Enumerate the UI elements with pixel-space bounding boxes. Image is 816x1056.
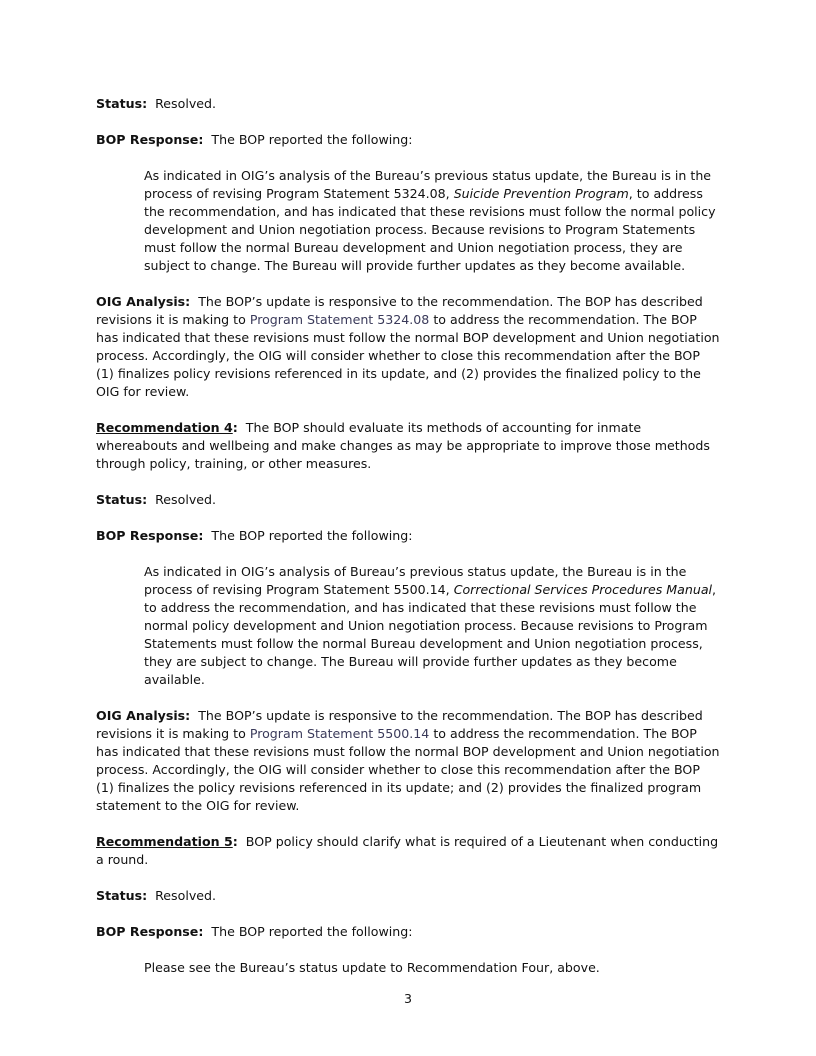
- page-number: 3: [403, 991, 412, 1006]
- program-statement-link[interactable]: Program Statement 5324.08: [249, 312, 430, 327]
- bop-response-line: BOP Response: The BOP reported the following:: [96, 528, 413, 543]
- status-line: Status: Resolved.: [96, 492, 217, 507]
- bop-response-quote: Please see the Bureau’s status update to Recommendation Four, above.: [144, 960, 600, 975]
- oig-analysis-paragraph: OIG Analysis: The BOP’s update is responsive to the recommendation. The BOP has described revisions it is making to Program Statement 5324.08 to address the recommendation. The BOP has indicated that these revisions must follow the normal BOP development and Union negotiation process. Accordingly, the OIG will consider whether to close this recommendation after the BOP (1) finalizes policy revisions referenced in its update, and (2) provides the finalized policy to the OIG for review.: [96, 294, 720, 399]
- status-line: Status: Resolved.: [96, 888, 217, 903]
- bop-response-quote: As indicated in OIG’s analysis of Bureau’s previous status update, the Bureau is in the process of revising Program Statement 5500.14, Correctional Services Procedures Manual, to address the recommendation, and has indicated that these revisions must follow the normal policy development and Union negotiation process. Because revisions to Program Statements must follow the normal Bureau development and Union negotiation process, they are subject to change. The Bureau will provide further updates as they become available.: [144, 564, 717, 687]
- bop-response-line: BOP Response: The BOP reported the following:: [96, 924, 413, 939]
- document-page: [96, 95, 721, 977]
- status-line: Status: Resolved.: [96, 96, 217, 111]
- bop-response-line: BOP Response: The BOP reported the following:: [96, 132, 413, 147]
- oig-analysis-paragraph: OIG Analysis: The BOP’s update is responsive to the recommendation. The BOP has described revisions it is making to Program Statement 5500.14 to address the recommendation. The BOP has indicated that these revisions must follow the normal BOP development and Union negotiation process. Accordingly, the OIG will consider whether to close this recommendation after the BOP (1) finalizes the policy revisions referenced in its update; and (2) provides the finalized program statement to the OIG for review.: [96, 708, 720, 813]
- recommendation-4: Recommendation 4: The BOP should evaluate its methods of accounting for inmate whereabouts and wellbeing and make changes as may be appropriate to improve those methods through policy, training, or other measures.: [96, 420, 710, 471]
- recommendation-5: Recommendation 5: BOP policy should clarify what is required of a Lieutenant when conducting a round.: [96, 834, 719, 867]
- program-statement-link[interactable]: Program Statement 5500.14: [249, 726, 430, 741]
- bop-response-quote: As indicated in OIG’s analysis of the Bureau’s previous status update, the Bureau is in the process of revising Program Statement 5324.08, Suicide Prevention Program, to address the recommendation, and has indicated that these revisions must follow the normal policy development and Union negotiation process. Because revisions to Program Statements must follow the normal Bureau development and Union negotiation process, they are subject to change. The Bureau will provide further updates as they become available.: [144, 168, 716, 273]
